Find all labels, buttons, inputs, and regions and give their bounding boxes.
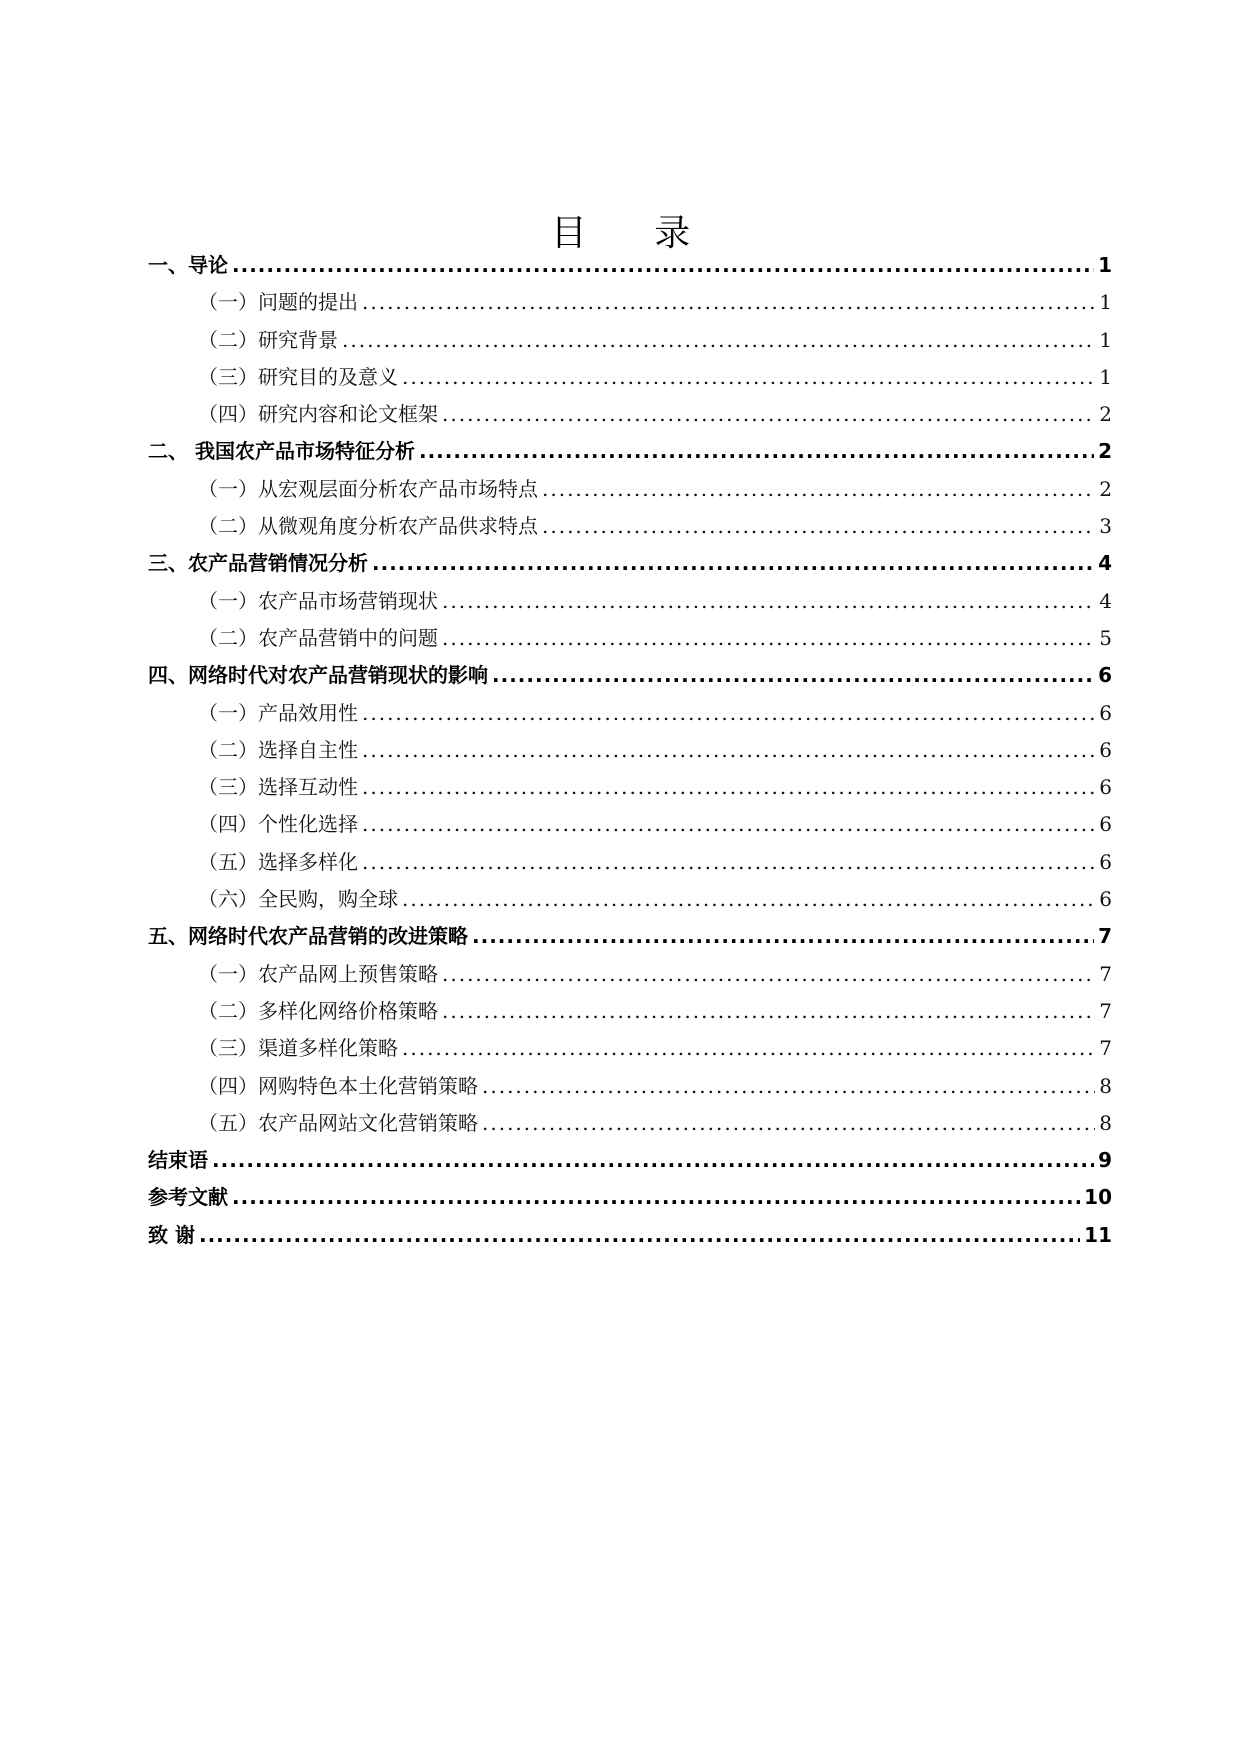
- toc-entry-title: （二）从微观角度分析农产品供求特点: [198, 514, 538, 539]
- toc-title: 目 录: [550, 213, 719, 255]
- toc-dot-leader: [199, 1217, 1080, 1254]
- toc-dot-leader: [472, 918, 1094, 955]
- toc-dot-leader: [542, 471, 1095, 508]
- toc-dot-leader: [232, 1179, 1080, 1216]
- toc-entry-title: 结束语: [148, 1148, 208, 1173]
- toc-entry-title: （一）产品效用性: [198, 700, 358, 725]
- toc-chapter-entry[interactable]: [148, 433, 1112, 470]
- toc-section-entry[interactable]: [148, 881, 1112, 918]
- toc-chapter-entry[interactable]: [148, 247, 1112, 284]
- toc-page-number: 4: [1098, 551, 1112, 576]
- toc-page-number: 8: [1099, 1073, 1112, 1098]
- toc-section-entry[interactable]: [148, 471, 1112, 508]
- toc-page-number: 7: [1098, 924, 1112, 949]
- toc-section-entry[interactable]: [148, 844, 1112, 881]
- toc-entry-title: （六）全民购，购全球: [198, 887, 398, 912]
- toc-page-number: 6: [1099, 849, 1112, 874]
- toc-section-entry[interactable]: [148, 1068, 1112, 1105]
- toc-section-entry[interactable]: [148, 695, 1112, 732]
- toc-chapter-entry[interactable]: [148, 657, 1112, 694]
- toc-dot-leader: [402, 1030, 1095, 1067]
- toc-entry-title: 五、网络时代农产品营销的改进策略: [148, 924, 468, 949]
- toc-entry-title: （三）渠道多样化策略: [198, 1036, 398, 1061]
- toc-entry-title: 致 谢: [148, 1222, 195, 1247]
- toc-dot-leader: [419, 433, 1094, 470]
- toc-page-number: 4: [1099, 588, 1112, 613]
- table-of-contents: [148, 247, 1112, 1254]
- toc-dot-leader: [372, 545, 1094, 582]
- toc-dot-leader: [362, 732, 1095, 769]
- toc-page-number: 6: [1099, 775, 1112, 800]
- toc-section-entry[interactable]: [148, 1105, 1112, 1142]
- toc-page-number: 6: [1098, 663, 1112, 688]
- toc-dot-leader: [232, 247, 1094, 284]
- toc-entry-title: （一）农产品网上预售策略: [198, 961, 438, 986]
- toc-section-entry[interactable]: [148, 322, 1112, 359]
- toc-dot-leader: [362, 284, 1095, 321]
- toc-section-entry[interactable]: [148, 359, 1112, 396]
- toc-section-entry[interactable]: [148, 956, 1112, 993]
- toc-page-number: 2: [1099, 476, 1112, 501]
- toc-dot-leader: [442, 993, 1095, 1030]
- toc-section-entry[interactable]: [148, 284, 1112, 321]
- toc-page-number: 2: [1099, 402, 1112, 427]
- toc-page-number: 6: [1099, 812, 1112, 837]
- toc-entry-title: （一）问题的提出: [198, 290, 358, 315]
- toc-entry-title: 四、网络时代对农产品营销现状的影响: [148, 663, 488, 688]
- toc-entry-title: （三）研究目的及意义: [198, 364, 398, 389]
- toc-dot-leader: [362, 844, 1095, 881]
- toc-entry-title: （四）研究内容和论文框架: [198, 402, 438, 427]
- toc-section-entry[interactable]: [148, 620, 1112, 657]
- toc-dot-leader: [542, 508, 1095, 545]
- toc-entry-title: （五）选择多样化: [198, 849, 358, 874]
- toc-entry-title: 一、导论: [148, 253, 228, 277]
- toc-dot-leader: [362, 769, 1095, 806]
- toc-page-number: 6: [1099, 887, 1112, 912]
- toc-entry-title: （一）从宏观层面分析农产品市场特点: [198, 476, 538, 501]
- toc-section-entry[interactable]: [148, 993, 1112, 1030]
- toc-section-entry[interactable]: [148, 508, 1112, 545]
- toc-dot-leader: [442, 620, 1095, 657]
- toc-dot-leader: [442, 583, 1095, 620]
- toc-entry-title: （二）农产品营销中的问题: [198, 625, 438, 650]
- toc-page-number: 2: [1098, 439, 1112, 464]
- toc-dot-leader: [482, 1068, 1095, 1105]
- toc-page-number: 7: [1099, 961, 1112, 986]
- toc-chapter-entry[interactable]: [148, 545, 1112, 582]
- toc-entry-title: （五）农产品网站文化营销策略: [198, 1110, 478, 1135]
- toc-entry-title: （一）农产品市场营销现状: [198, 588, 438, 613]
- toc-chapter-entry[interactable]: [148, 1217, 1112, 1254]
- toc-page-number: 1: [1098, 253, 1112, 277]
- toc-entry-title: 参考文献: [148, 1185, 228, 1210]
- toc-page-number: 5: [1099, 625, 1112, 650]
- toc-page-number: 7: [1099, 998, 1112, 1023]
- toc-section-entry[interactable]: [148, 396, 1112, 433]
- toc-dot-leader: [402, 359, 1095, 396]
- toc-page-number: 1: [1099, 327, 1112, 352]
- toc-page-number: 11: [1084, 1222, 1112, 1247]
- toc-dot-leader: [442, 956, 1095, 993]
- toc-dot-leader: [212, 1142, 1094, 1179]
- toc-dot-leader: [442, 396, 1095, 433]
- toc-dot-leader: [342, 322, 1095, 359]
- toc-entry-title: 三、农产品营销情况分析: [148, 551, 368, 576]
- toc-page-number: 10: [1084, 1185, 1112, 1210]
- toc-dot-leader: [482, 1105, 1095, 1142]
- toc-entry-title: 二、 我国农产品市场特征分析: [148, 439, 415, 464]
- toc-page-number: 9: [1098, 1148, 1112, 1173]
- toc-chapter-entry[interactable]: [148, 1142, 1112, 1179]
- toc-page-number: 8: [1099, 1110, 1112, 1135]
- toc-section-entry[interactable]: [148, 583, 1112, 620]
- toc-entry-title: （二）研究背景: [198, 327, 338, 352]
- toc-entry-title: （二）多样化网络价格策略: [198, 998, 438, 1023]
- toc-section-entry[interactable]: [148, 806, 1112, 843]
- toc-section-entry[interactable]: [148, 732, 1112, 769]
- toc-page-number: 1: [1099, 364, 1112, 389]
- toc-page-number: 1: [1099, 290, 1112, 315]
- toc-page-number: 6: [1099, 700, 1112, 725]
- toc-chapter-entry[interactable]: [148, 1179, 1112, 1216]
- toc-dot-leader: [402, 881, 1095, 918]
- toc-dot-leader: [362, 695, 1095, 732]
- toc-section-entry[interactable]: [148, 1030, 1112, 1067]
- toc-chapter-entry[interactable]: [148, 918, 1112, 955]
- toc-page-number: 6: [1099, 737, 1112, 762]
- toc-page-number: 7: [1099, 1036, 1112, 1061]
- toc-entry-title: （二）选择自主性: [198, 737, 358, 762]
- toc-dot-leader: [362, 806, 1095, 843]
- toc-section-entry[interactable]: [148, 769, 1112, 806]
- toc-entry-title: （三）选择互动性: [198, 775, 358, 800]
- toc-entry-title: （四）个性化选择: [198, 812, 358, 837]
- toc-entry-title: （四）网购特色本土化营销策略: [198, 1073, 478, 1098]
- toc-dot-leader: [492, 657, 1094, 694]
- toc-page-number: 3: [1099, 514, 1112, 539]
